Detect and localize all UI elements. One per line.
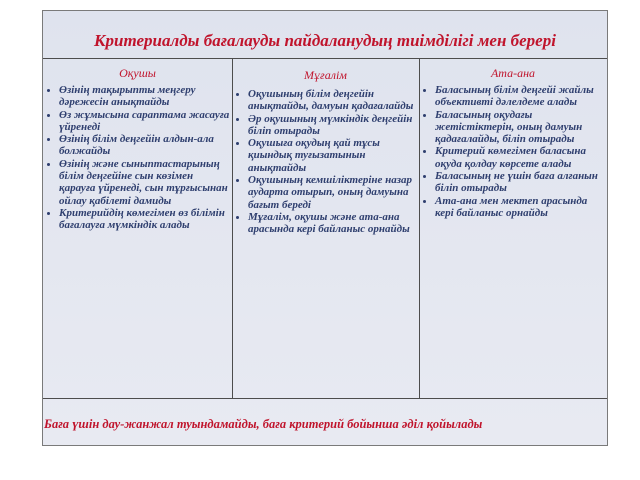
list-item: • Өзінің білім деңгейін алдын-ала болжайды bbox=[59, 133, 230, 158]
student-column bbox=[47, 84, 230, 232]
list-item: • Оқушыға оқудың қай тұсы қиындық туғызатынын анықтайды bbox=[248, 137, 417, 174]
criteria-table bbox=[43, 58, 607, 398]
teacher-list bbox=[236, 88, 417, 236]
list-item: • Мұғалім, оқушы және ата-ана арасында кері байланыс орнайды bbox=[248, 211, 417, 236]
list-item: • Баласының не үшін баға алғанын біліп отырады bbox=[435, 170, 605, 195]
list-item: • Әр оқушының мүмкіндік деңгейін біліп отырады bbox=[248, 113, 417, 138]
list-item: • Оқушының білім деңгейін анықтайды, дамуын қадағалайды bbox=[248, 88, 417, 113]
table-bottom-border bbox=[43, 398, 607, 399]
parent-column bbox=[423, 84, 605, 219]
list-item: • Баласының білім деңгейі жайлы объективті дәлелдеме алады bbox=[435, 84, 605, 109]
column-divider bbox=[232, 58, 233, 398]
student-list bbox=[47, 84, 230, 232]
list-item: • Өзінің тақырыпты меңгеру дәрежесін анықтайды bbox=[59, 84, 230, 109]
list-item: • Ата-ана мен мектеп арасында кері байланыс орнайды bbox=[435, 195, 605, 220]
slide-title: Критериалды бағалауды пайдаланудың тиімділігі мен берері bbox=[94, 31, 556, 50]
slide-frame bbox=[42, 10, 608, 446]
teacher-column bbox=[236, 88, 417, 236]
table-top-border bbox=[43, 58, 607, 59]
list-item: • Оқушының кемшіліктеріне назар аударта отырып, оның дамуына бағыт береді bbox=[248, 174, 417, 211]
header-student: Оқушы bbox=[119, 66, 156, 80]
list-item: • Критерий көмегімен баласына оқуда қолдау көрсете алады bbox=[435, 145, 605, 170]
list-item: • Өз жұмысына сараптама жасауға үйренеді bbox=[59, 109, 230, 134]
list-item: • Баласының оқудағы жетістіктерін, оның дамуын қадағалайды, біліп отырады bbox=[435, 109, 605, 146]
header-parent: Ата-ана bbox=[490, 66, 536, 80]
list-item: • Өзінің және сыныптастарының білім деңгейіне сын көзімен қарауға үйренеді, сын тұрғысынан ойлау қабілеті дамиды bbox=[59, 158, 230, 207]
header-teacher: Мұғалім bbox=[304, 68, 347, 82]
column-divider bbox=[419, 58, 420, 398]
parent-list bbox=[423, 84, 605, 219]
list-item: • Критерийдің көмегімен өз білімін бағалауға мүмкіндік алады bbox=[59, 207, 230, 232]
footer-note: Баға үшін дау-жанжал туындамайды, баға критерий бойынша әділ қойылады bbox=[44, 417, 483, 431]
